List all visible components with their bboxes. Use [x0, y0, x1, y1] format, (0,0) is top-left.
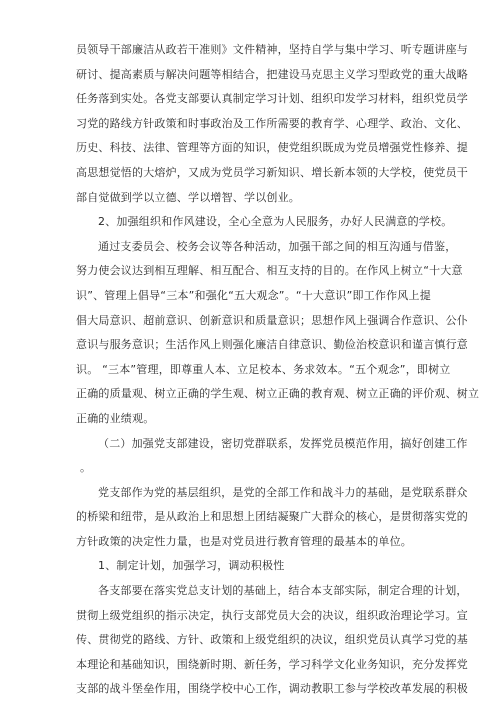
section-heading: （二）加强党支部建设，密切党群联系，发挥党员模范作用，搞好创建工作	[98, 436, 468, 450]
text-line: 识。 “三本”管理，即尊重人本、立足校本、务求效本。“五个观念”，即树立	[76, 362, 451, 376]
text-line: 努力使会议达到相互理解、相互配合、相互支持的目的。在作风上树立“十大意	[76, 264, 463, 278]
document-body	[76, 38, 480, 702]
text-line: 党支部作为党的基层组织，是党的全部工作和战斗力的基础，是党联系群众	[98, 485, 468, 499]
section-heading: 2、加强组织和作风建设，全心全意为人民服务，办好人民满意的学校。	[98, 215, 453, 229]
text-line: 。	[80, 461, 92, 475]
text-line: 研讨、提高素质与解决问题等相结合，把建设马克思主义学习型政党的重大战略	[76, 67, 468, 81]
text-line: 正确的质量观、树立正确的学生观、树立正确的教育观、树立正确的评价观、树立	[76, 387, 480, 401]
text-line: 任务落到实处。各党支部要认真制定学习计划、组织印发学习材料，组织党员学	[76, 92, 468, 106]
text-line: 贯彻上级党组织的指示决定，执行支部党员大会的决议，组织政治理论学习。宣	[76, 608, 468, 622]
text-line: 各支部要在落实党总支计划的基础上，结合本支部实际，制定合理的计划，	[98, 584, 468, 598]
text-line: 识”、管理上倡导“三本”和强化“五大观念”。“十大意识”即工作作风上提	[76, 288, 431, 302]
text-line: 的桥梁和纽带，是从政治上和思想上团结凝聚广大群众的核心，是贯彻落实党的	[76, 510, 468, 524]
text-line: 习党的路线方针政策和时事政治及工作所需要的教育学、心理学、政治、文化、	[76, 116, 468, 130]
text-line: 高思想觉悟的大熔炉，又成为党员学习新知识、增长新本领的大学校，使党员干	[76, 165, 468, 179]
text-line: 方针政策的决定性力量，也是对党员进行教育管理的最基本的单位。	[76, 534, 412, 548]
text-line: 部自觉做到学以立德、学以增智、学以创业。	[76, 190, 300, 204]
text-line: 支部的战斗堡垒作用，围绕学校中心工作，调动教职工参与学校改革发展的积极	[76, 682, 468, 696]
text-line: 传、贯彻党的路线、方针、政策和上级党组织的决议，组织党员认真学习党的基	[76, 633, 468, 647]
text-line: 意识与服务意识；生活作风上则强化廉洁自律意识、勤俭治校意识和谨言慎行意	[76, 338, 468, 352]
text-line: 员领导干部廉洁从政若干准则》文件精神，坚持自学与集中学习、听专题讲座与	[76, 43, 468, 56]
text-line: 历史、科技、法律、管理等方面的知识，使党组织既成为党员增强党性修养、提	[76, 141, 468, 155]
text-line: 通过支委员会、校务会议等各种活动，加强干部之间的相互沟通与借鉴，	[98, 239, 457, 253]
text-line: 倡大局意识、超前意识、创新意识和质量意识；思想作风上强调合作意识、公仆	[76, 313, 468, 327]
text-line: 正确的业绩观。	[76, 411, 155, 425]
section-heading: 1、制定计划，加强学习，调动积极性	[98, 559, 285, 573]
text-line: 本理论和基础知识，围绕新时期、新任务，学习科学文化业务知识，充分发挥党	[76, 657, 468, 671]
